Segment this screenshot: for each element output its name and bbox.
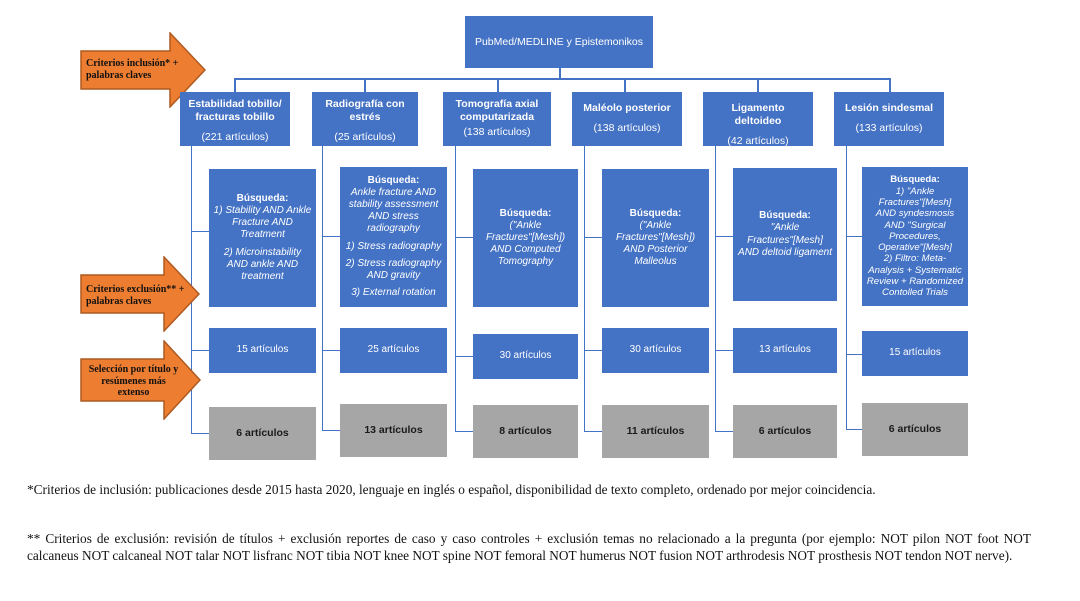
exclusion-result-box — [862, 331, 968, 376]
search-line: Fractures"[Mesh]) — [485, 231, 566, 243]
selection-arrow-label: Selección por título y resúmenes más extenso — [88, 364, 179, 398]
selected-articles-count: 11 artículos — [626, 425, 685, 438]
column-header-box — [572, 92, 682, 146]
search-query — [486, 220, 565, 269]
search-query — [214, 205, 312, 283]
search-line: 2) Filtro: Meta- — [883, 253, 947, 265]
col5-branch — [715, 236, 733, 237]
col4-trunk — [584, 146, 585, 432]
col1-branch — [191, 433, 209, 434]
search-line: Review + Randomized — [866, 276, 964, 288]
selected-articles-box — [733, 405, 837, 458]
selected-articles-box — [473, 405, 578, 458]
search-box — [473, 169, 578, 307]
column-article-count: (133 artículos) — [855, 122, 923, 135]
selected-articles-box — [209, 407, 316, 460]
exclusion-result-count: 15 artículos — [889, 347, 941, 359]
inclusion-criteria-footnote: *Criterios de inclusión: publicaciones desde 2015 hasta 2020, lenguaje en inglés o español, disponibilidad de texto completo, ordenado por mejor coincidencia. — [27, 482, 876, 497]
col4-branch — [584, 237, 602, 238]
col5-branch — [715, 431, 733, 432]
search-line: radiography — [367, 223, 420, 235]
column-title: Maléolo posterior — [583, 102, 671, 114]
search-line: AND syndesmosis — [875, 208, 955, 220]
exclusion-result-count: 30 artículos — [499, 350, 552, 362]
selected-articles-count: 13 artículos — [364, 424, 423, 437]
search-box — [340, 167, 447, 307]
col3-branch — [455, 356, 473, 357]
exclusion-result-count: 25 artículos — [367, 344, 420, 356]
search-line: ("Ankle — [639, 219, 672, 231]
col3-branch — [455, 431, 473, 432]
column-header-box — [180, 92, 290, 146]
search-line: 1) Stability AND Ankle — [213, 205, 312, 217]
search-line: AND Computed — [490, 244, 561, 256]
search-line: Fracture AND — [232, 217, 293, 229]
column-title: Estabilidad tobillo/ fracturas tobillo — [188, 98, 282, 124]
column-header-box — [312, 92, 418, 146]
exclusion-result-count: 30 artículos — [629, 344, 682, 356]
col2-trunk — [322, 146, 323, 431]
col4-branch — [584, 350, 602, 351]
column-header-box — [703, 92, 813, 146]
col2-branch — [322, 236, 340, 237]
column-article-count: (25 artículos) — [334, 131, 396, 144]
col3-branch — [455, 237, 473, 238]
search-line: Fractures"[Mesh] — [747, 234, 823, 246]
search-line: stability assessment — [348, 199, 439, 211]
exclusion-result-box — [733, 328, 837, 373]
drop-line-5 — [757, 78, 759, 92]
search-line: AND gravity — [366, 269, 421, 281]
drop-line-6 — [889, 78, 891, 92]
search-query — [616, 220, 695, 269]
selected-articles-count: 8 artículos — [499, 425, 552, 438]
search-title: Búsqueda: — [759, 210, 811, 222]
search-line: AND ankle AND — [226, 258, 299, 270]
selected-articles-count: 6 artículos — [236, 427, 289, 440]
search-title: Búsqueda: — [890, 174, 940, 186]
selected-articles-count: 6 artículos — [758, 425, 812, 438]
search-line: 1) "Ankle — [895, 185, 935, 197]
search-box — [602, 169, 709, 307]
exclusion-result-box — [340, 328, 447, 373]
col4-branch — [584, 431, 602, 432]
column-title: Lesión sindesmal — [844, 102, 934, 114]
search-line: AND Posterior — [623, 244, 688, 256]
column-header-box — [443, 92, 551, 146]
search-title: Búsqueda: — [236, 192, 289, 204]
root-database-box — [465, 16, 653, 68]
selected-articles-count: 6 artículos — [888, 423, 942, 436]
exclusion-result-count: 15 artículos — [236, 344, 289, 356]
search-line: ("Ankle — [509, 219, 542, 231]
search-line: treatment — [241, 270, 284, 282]
inclusion-arrow-label: Criterios inclusión* + palabras claves — [86, 58, 179, 81]
col2-branch — [322, 430, 340, 431]
column-title: Ligamento deltoideo — [731, 102, 785, 128]
search-line: 2) Stress radiography — [345, 257, 442, 269]
search-line: "Ankle — [770, 222, 800, 234]
drop-line-3 — [497, 78, 499, 92]
search-query — [738, 222, 832, 259]
column-article-count: (138 artículos) — [593, 122, 661, 135]
root-database-label: PubMed/MEDLINE y Epistemonikos — [474, 35, 644, 48]
search-line: AND "Surgical — [884, 219, 946, 231]
exclusion-criteria-footnote: ** Criterios de exclusión: revisión de títulos + exclusión reportes de caso y caso controles + exclusión temas no relacionado a la pregunta (por ejemplo: NOT pilon NOT foot NOT calcaneus NOT calcaneal NOT talar NOT lisfranc NOT tibia NOT knee NOT spine NOT femoral NOT humerus NOT fusion NOT arthrodesis NOT prosthesis NOT tendon NOT nerve). — [27, 531, 1031, 564]
drop-line-2 — [364, 78, 366, 92]
drop-line-1 — [234, 78, 236, 92]
column-title: Radiografía con estrés — [325, 98, 405, 124]
col3-trunk — [455, 146, 456, 432]
search-title: Búsqueda: — [629, 207, 682, 219]
column-article-count: (42 artículos) — [727, 135, 789, 148]
search-title: Búsqueda: — [499, 207, 552, 219]
exclusion-result-box — [209, 328, 316, 373]
search-line: Procedures, — [889, 230, 941, 242]
search-line: AND stress — [368, 211, 419, 223]
search-query — [346, 187, 442, 300]
exclusion-result-count: 13 artículos — [759, 344, 811, 356]
search-box — [209, 169, 316, 307]
search-title: Búsqueda: — [367, 174, 420, 186]
search-query — [867, 186, 963, 299]
col5-trunk — [715, 146, 716, 432]
col6-trunk — [846, 146, 847, 430]
search-box — [862, 167, 968, 306]
search-line: Fractures"[Mesh]) — [615, 231, 696, 243]
column-header-box — [834, 92, 944, 146]
search-line: 2) Microinstability — [223, 246, 302, 258]
exclusion-result-box — [602, 328, 709, 373]
search-line: Contolled Trials — [882, 287, 948, 299]
column-title: Tomografía axial computarizada — [455, 98, 539, 124]
selected-articles-box — [602, 405, 709, 458]
column-article-count: (138 artículos) — [463, 126, 531, 139]
exclusion-arrow-label: Criterios exclusión** + palabras claves — [86, 284, 185, 307]
col2-branch — [322, 350, 340, 351]
search-box — [733, 168, 837, 301]
drop-line-4 — [624, 78, 626, 92]
search-line: Fractures"[Mesh] — [878, 196, 952, 208]
col1-branch — [191, 231, 209, 232]
search-line: Analysis + Systematic — [868, 264, 962, 276]
selected-articles-box — [340, 404, 447, 457]
search-line: Malleolus — [634, 256, 677, 268]
column-article-count: (221 artículos) — [201, 131, 269, 144]
exclusion-result-box — [473, 334, 578, 379]
search-line: Tomography — [497, 256, 554, 268]
search-line: 3) External rotation — [351, 287, 436, 299]
selected-articles-box — [862, 403, 968, 456]
search-line: Treatment — [240, 229, 285, 241]
col5-branch — [715, 350, 733, 351]
top-connector-horizontal — [234, 78, 891, 80]
search-line: Operative"[Mesh] — [878, 242, 952, 254]
search-line: Ankle fracture AND — [350, 186, 437, 198]
search-line: AND deltoid ligament — [738, 246, 832, 258]
search-line: 1) Stress radiography — [345, 240, 442, 252]
